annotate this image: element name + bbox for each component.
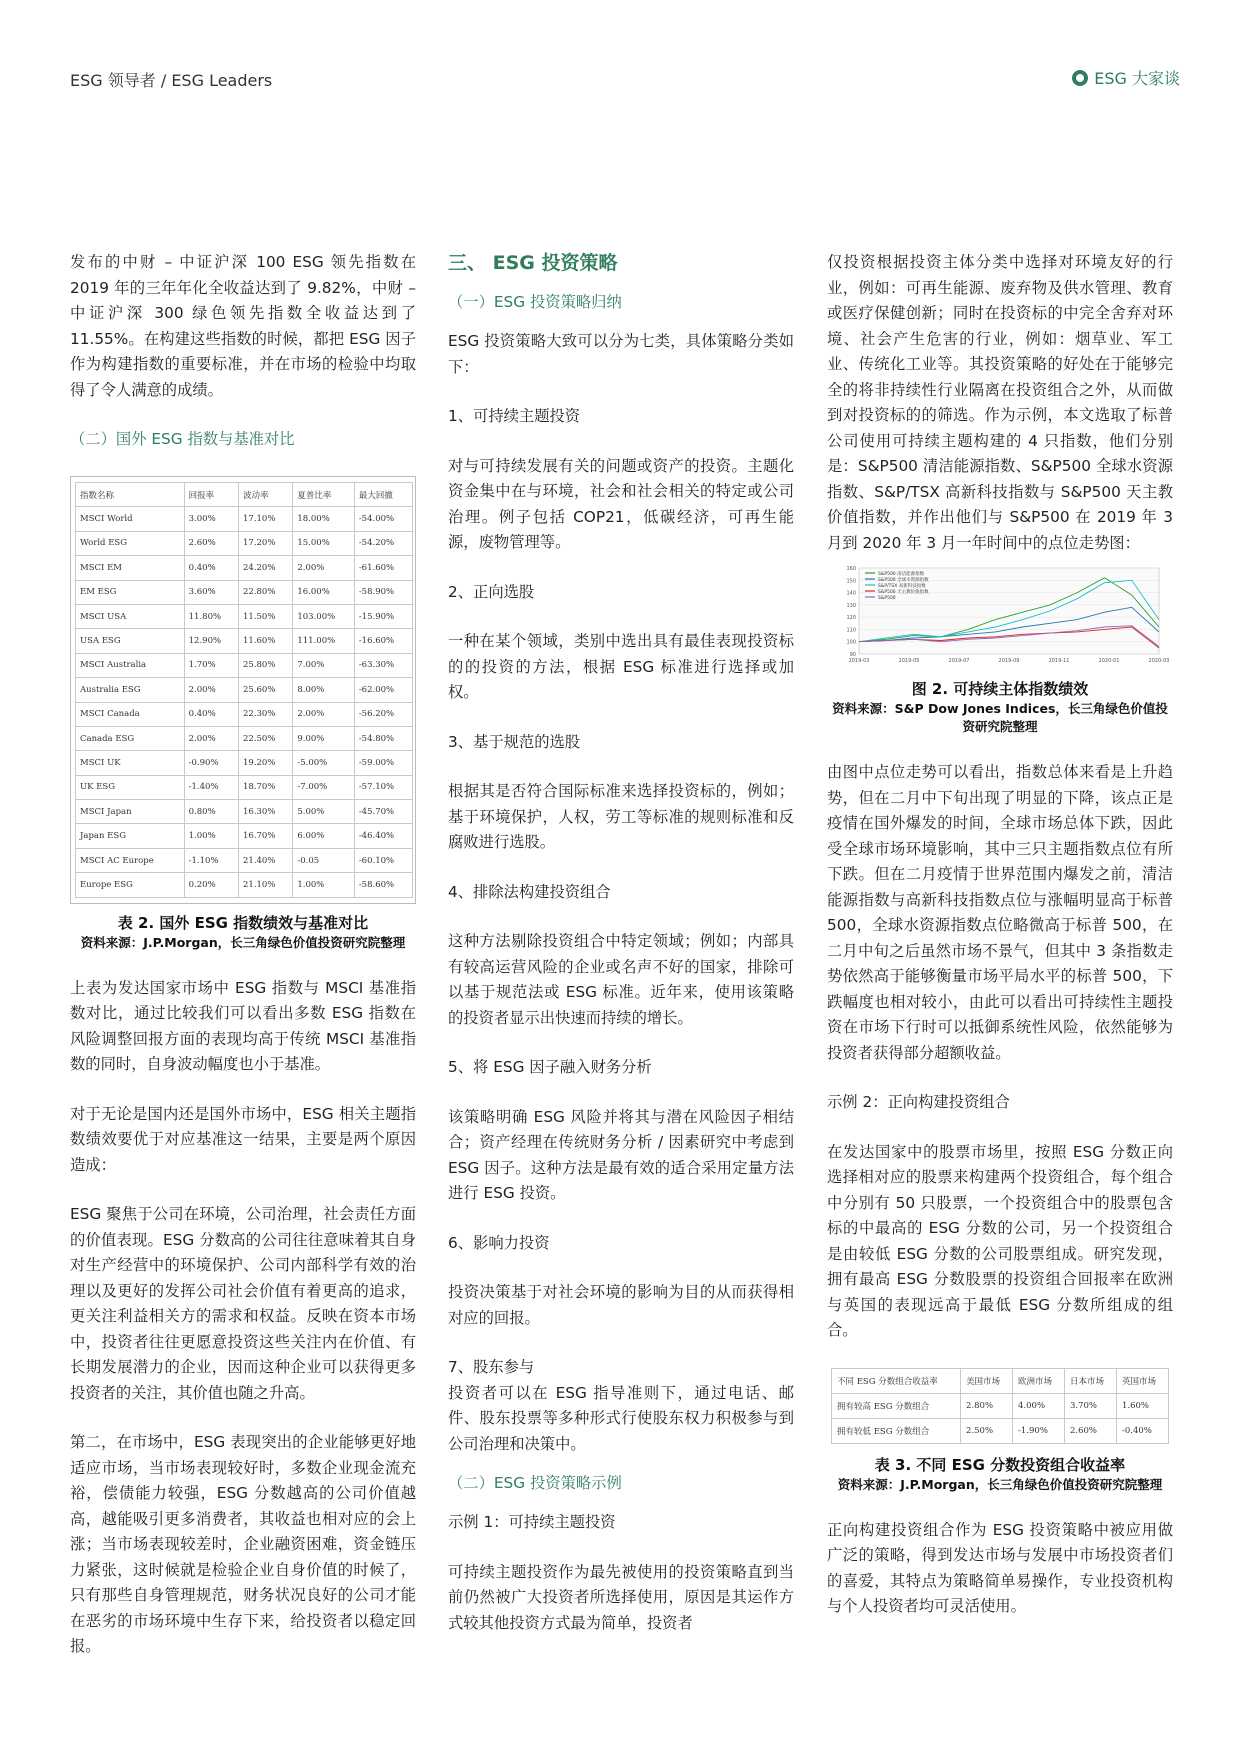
- paragraph: 正向构建投资组合作为 ESG 投资策略中被应用做广泛的策略，得到发达市场与发展中市场投资者们的喜爱，其特点为策略简单易操作，专业投资机构与个人投资者均可灵活使用。: [827, 1520, 1173, 1615]
- table-row: [76, 800, 413, 824]
- brand-logo-icon: [1072, 70, 1088, 86]
- table-cell: 2.50%: [961, 1418, 1013, 1443]
- index-trend-chart: [831, 562, 1169, 672]
- table-cell: 22.50%: [239, 726, 293, 750]
- table-cell: -54.20%: [354, 531, 412, 555]
- table-row: [76, 873, 413, 897]
- paragraph: 由图中点位走势可以看出，指数总体来看是上升趋势，但在二月中下旬出现了明显的下降，该点正是疫情在国外爆发的时间，全球市场总体下跌，因此受全球市场环境影响，其中三只主题指数点位有所下跌。但在二月疫情于世界范围内爆发之前，清洁能源指数与高新科技指数点位与涨幅明显高于标普 500，全球水资源指数点位略微高于标普 500，在二月中旬之后虽然市场不景气，但其中 3 条指数走势依然高于能够衡量市场平局水平的标普 500，下跌幅度也相对较小，由此可以看出可持续性主题投资在市场下行时可以抵御系统性风险，依然能够为投资者获得部分超额收益。: [827, 763, 1173, 1062]
- table-cell: 1.70%: [184, 653, 238, 677]
- column-2: [448, 250, 794, 1636]
- table-header-cell: 美国市场: [961, 1368, 1013, 1393]
- chart-svg: [831, 562, 1169, 672]
- table-caption: 表 2. 国外 ESG 指数绩效与基准对比: [117, 913, 369, 932]
- x-tick-label: 2019-07: [948, 658, 970, 664]
- table-row: [76, 556, 413, 580]
- x-tick-label: 2019-09: [998, 658, 1020, 664]
- table-cell: -1.40%: [184, 775, 238, 799]
- table-cell: MSCI AC Europe: [76, 848, 185, 872]
- table-row: [76, 531, 413, 555]
- chapter-heading: 三、 ESG 投资策略: [448, 252, 618, 274]
- table-row: [76, 653, 413, 677]
- x-tick-label: 2020-01: [1098, 658, 1120, 664]
- table-row: [76, 848, 413, 872]
- section-heading: （二）国外 ESG 指数与基准对比: [70, 430, 295, 448]
- table-cell: -54.80%: [354, 726, 412, 750]
- y-tick-label: 110: [846, 627, 856, 634]
- table-row: [76, 604, 413, 628]
- paragraph: 仅投资根据投资主体分类中选择对环境友好的行业，例如：可再生能源、废弃物及供水管理、教育或医疗保健创新；同时在投资标的中完全舍弃对环境、社会产生危害的行业，例如：烟草业、军工业、传统化工业等。其投资策略的好处在于能够完全的将非持续性行业隔离在投资组合之外，从而做到对投资标的的筛选。作为示例，本文选取了标普公司使用可持续主题构建的 4 只指数，他们分别是：S&P500 清洁能源指数、S&P500 全球水资源指数、S&P/TSX 高新科技指数与 S&P500 天主教价值指数，并作出他们与 S&P500 在 2019 年 3 月到 2020 年 3 月一年时间中的点位走势图：: [827, 253, 1173, 552]
- y-tick-label: 90: [849, 652, 856, 658]
- table-header-cell: 最大回撤: [354, 483, 412, 507]
- table-cell: 1.00%: [293, 873, 354, 897]
- table-cell: -1.90%: [1013, 1418, 1065, 1443]
- table-cell: 2.00%: [184, 726, 238, 750]
- table-cell: -45.70%: [354, 800, 412, 824]
- table-row: [76, 702, 413, 726]
- table-cell: Europe ESG: [76, 873, 185, 897]
- table-cell: 2.60%: [1065, 1418, 1117, 1443]
- table-row: [76, 678, 413, 702]
- table-source: 资料来源：J.P.Morgan，长三角绿色价值投资研究院整理: [80, 934, 406, 950]
- table-cell: 0.40%: [184, 702, 238, 726]
- table-cell: 3.60%: [184, 580, 238, 604]
- table-cell: 16.70%: [239, 824, 293, 848]
- portfolio-return-table: [831, 1368, 1169, 1444]
- table-cell: -15.90%: [354, 604, 412, 628]
- table-cell: 22.30%: [239, 702, 293, 726]
- table-cell: World ESG: [76, 531, 185, 555]
- table-header-cell: 不同 ESG 分数组合收益率: [832, 1368, 961, 1393]
- table-cell: 2.80%: [961, 1393, 1013, 1418]
- table-cell: MSCI Japan: [76, 800, 185, 824]
- x-tick-label: 2019-03: [848, 658, 870, 664]
- table-header-cell: 波动率: [239, 483, 293, 507]
- table-cell: 16.00%: [293, 580, 354, 604]
- table-row: [76, 507, 413, 531]
- table-cell: 103.00%: [293, 604, 354, 628]
- table-2-frame: [70, 476, 416, 904]
- table-cell: 7.00%: [293, 653, 354, 677]
- table-header-row: [832, 1368, 1169, 1393]
- table-cell: 17.20%: [239, 531, 293, 555]
- table-cell: -63.30%: [354, 653, 412, 677]
- paragraph: ESG 聚焦于公司在环境，公司治理，社会责任方面的价值表现。ESG 分数高的公司往往意味着其自身对生产经营中的环境保护、公司内部科学有效的治理以及更好的发挥公司社会价值有着更高的追求，更关注利益相关方的需求和权益。反映在资本市场中，投资者往往更愿意投资这些关注内在价值、有长期发展潜力的企业，因而这种企业可以获得更多投资者的关注，其价值也随之升高。: [70, 1205, 416, 1402]
- table-cell: 1.00%: [184, 824, 238, 848]
- table-cell: 2.00%: [293, 702, 354, 726]
- paragraph: 根据其是否符合国际标准来选择投资标的，例如；基于环境保护，人权，劳工等标准的规则标准和反腐败进行选股。: [448, 782, 794, 851]
- column-3: [827, 250, 1173, 1620]
- table-cell: 拥有较高 ESG 分数组合: [832, 1393, 961, 1418]
- table-cell: MSCI UK: [76, 751, 185, 775]
- table-cell: 17.10%: [239, 507, 293, 531]
- table-cell: 111.00%: [293, 629, 354, 653]
- table-header-cell: 欧洲市场: [1013, 1368, 1065, 1393]
- x-tick-label: 2019-11: [1048, 658, 1070, 664]
- table-header-cell: 回报率: [184, 483, 238, 507]
- table-cell: -7.00%: [293, 775, 354, 799]
- table-cell: USA ESG: [76, 629, 185, 653]
- table-row: [76, 775, 413, 799]
- paragraph: 投资者可以在 ESG 指导准则下，通过电话、邮件、股东投票等多种形式行使股东权力积极参与到公司治理和决策中。: [448, 1383, 794, 1453]
- table-cell: -46.40%: [354, 824, 412, 848]
- table-cell: -1.10%: [184, 848, 238, 872]
- table-cell: 12.90%: [184, 629, 238, 653]
- table-cell: 16.30%: [239, 800, 293, 824]
- table-cell: 0.20%: [184, 873, 238, 897]
- strategy-title: 3、基于规范的选股: [448, 732, 581, 751]
- strategy-title: 4、排除法构建投资组合: [448, 882, 611, 901]
- table-cell: -58.90%: [354, 580, 412, 604]
- table-cell: -5.00%: [293, 751, 354, 775]
- table-cell: -0.05: [293, 848, 354, 872]
- legend-label: S&P500: [878, 595, 896, 601]
- table-cell: 0.40%: [184, 556, 238, 580]
- legend-label: S&P500 天主教价值指数: [878, 589, 929, 595]
- table-row: [76, 726, 413, 750]
- paragraph: 一种在某个领域，类别中选出具有最佳表现投资标的的投资的方法，根据 ESG 标准进行选择或加权。: [448, 632, 794, 701]
- table-cell: 3.00%: [184, 507, 238, 531]
- table-source: 资料来源：J.P.Morgan，长三角绿色价值投资研究院整理: [837, 1476, 1163, 1492]
- example-title: 示例 2：正向构建投资组合: [827, 1093, 1010, 1111]
- legend-label: S&P500 清洁能源指数: [878, 571, 925, 577]
- table-cell: 2.00%: [293, 556, 354, 580]
- figure-source: 资料来源：S&P Dow Jones Indices，长三角绿色价值投资研究院整理: [832, 701, 1168, 734]
- table-cell: 0.80%: [184, 800, 238, 824]
- paragraph: 上表为发达国家市场中 ESG 指数与 MSCI 基准指数对比，通过比较我们可以看出多数 ESG 指数在风险调整回报方面的表现均高于传统 MSCI 基准指数的同时，自身波动幅度也小于基准。: [70, 978, 416, 1074]
- table-cell: -16.60%: [354, 629, 412, 653]
- paragraph: 投资决策基于对社会环境的影响为目的从而获得相对应的回报。: [448, 1283, 794, 1327]
- example-title: 示例 1：可持续主题投资: [448, 1513, 616, 1531]
- table-row: [76, 580, 413, 604]
- column-1: [70, 250, 416, 1660]
- table-cell: -0.90%: [184, 751, 238, 775]
- table-cell: -57.10%: [354, 775, 412, 799]
- table-cell: -0.40%: [1116, 1418, 1168, 1443]
- table-cell: 9.00%: [293, 726, 354, 750]
- figure-caption: 图 2. 可持续主体指数绩效: [911, 680, 1089, 698]
- x-tick-label: 2019-05: [898, 658, 920, 664]
- table-cell: Canada ESG: [76, 726, 185, 750]
- table-header-cell: 指数名称: [76, 483, 185, 507]
- paragraph: 在发达国家中的股票市场里，按照 ESG 分数正向选择相对应的股票来构建两个投资组合，每个组合中分别有 50 只股票，一个投资组合中的股票包含标的中最高的 ESG 分数的公司，另一个投资组合是由较低 ESG 分数的公司股票组成。研究发现，拥有最高 ESG 分数股票的投资组合回报率在欧洲与英国的表现远高于最低 ESG 分数所组成的组合。: [827, 1142, 1173, 1339]
- table-cell: -59.00%: [354, 751, 412, 775]
- legend-label: S&P500 全球水资源指数: [878, 577, 929, 583]
- strategy-title: 1、可持续主题投资: [448, 407, 581, 425]
- paragraph: 该策略明确 ESG 风险并将其与潜在风险因子相结合；资产经理在传统财务分析 / 因素研究中考虑到 ESG 因子。这种方法是最有效的适合采用定量方法进行 ESG 投资。: [448, 1107, 794, 1202]
- y-tick-label: 120: [846, 615, 856, 622]
- table-cell: 拥有较低 ESG 分数组合: [832, 1418, 961, 1443]
- table-row: [76, 629, 413, 653]
- y-tick-label: 100: [846, 639, 856, 646]
- table-header-row: [76, 483, 413, 507]
- brand-header: [1072, 66, 1180, 89]
- table-cell: MSCI Canada: [76, 702, 185, 726]
- strategy-title: 7、股东参与: [448, 1358, 535, 1376]
- table-cell: MSCI EM: [76, 556, 185, 580]
- strategy-title: 5、将 ESG 因子融入财务分析: [448, 1058, 652, 1076]
- table-cell: 1.60%: [1116, 1393, 1168, 1418]
- table-cell: 15.00%: [293, 531, 354, 555]
- y-tick-label: 140: [846, 590, 856, 597]
- table-caption: 表 3. 不同 ESG 分数投资组合收益率: [874, 1455, 1126, 1474]
- table-cell: 25.80%: [239, 653, 293, 677]
- table-cell: Japan ESG: [76, 824, 185, 848]
- table-cell: 18.00%: [293, 507, 354, 531]
- table-cell: 2.00%: [184, 678, 238, 702]
- table-row: [76, 751, 413, 775]
- table-cell: 3.70%: [1065, 1393, 1117, 1418]
- table-cell: 19.20%: [239, 751, 293, 775]
- table-row: [832, 1393, 1169, 1418]
- table-cell: -56.20%: [354, 702, 412, 726]
- y-tick-label: 130: [846, 602, 856, 609]
- paragraph: 这种方法剔除投资组合中特定领域；例如；内部具有较高运营风险的企业或名声不好的国家，排除可以基于规范法或 ESG 标准。近年来，使用该策略的投资者显示出快速而持续的增长。: [448, 932, 794, 1027]
- table-cell: 11.50%: [239, 604, 293, 628]
- table-header-cell: 夏普比率: [293, 483, 354, 507]
- table-cell: 22.80%: [239, 580, 293, 604]
- table-cell: 21.40%: [239, 848, 293, 872]
- table-cell: 5.00%: [293, 800, 354, 824]
- table-header-cell: 日本市场: [1065, 1368, 1117, 1393]
- paragraph: ESG 投资策略大致可以分为七类，具体策略分类如下：: [448, 332, 794, 376]
- section-heading: （二）ESG 投资策略示例: [448, 1474, 622, 1492]
- table-cell: UK ESG: [76, 775, 185, 799]
- table-cell: 21.10%: [239, 873, 293, 897]
- paragraph: 对于无论是国内还是国外市场中，ESG 相关主题指数绩效要优于对应基准这一结果，主要是两个原因造成：: [70, 1104, 416, 1174]
- table-cell: 25.60%: [239, 678, 293, 702]
- strategy-title: 6、影响力投资: [448, 1233, 550, 1252]
- paragraph: 对与可持续发展有关的问题或资产的投资。主题化资金集中在与环境，社会和社会相关的特定或公司治理。例子包括 COP21，低碳经济，可再生能源，废物管理等。: [448, 456, 794, 551]
- table-cell: MSCI USA: [76, 604, 185, 628]
- table-cell: -58.60%: [354, 873, 412, 897]
- table-cell: -54.00%: [354, 507, 412, 531]
- brand-name: ESG 大家谈: [1094, 69, 1180, 88]
- table-header-cell: 英国市场: [1116, 1368, 1168, 1393]
- section-heading: （一）ESG 投资策略归纳: [448, 293, 622, 311]
- table-cell: EM ESG: [76, 580, 185, 604]
- table-row: [832, 1418, 1169, 1443]
- table-cell: 18.70%: [239, 775, 293, 799]
- y-tick-label: 150: [846, 578, 856, 585]
- table-row: [76, 824, 413, 848]
- table-cell: Australia ESG: [76, 678, 185, 702]
- table-cell: -60.10%: [354, 848, 412, 872]
- table-cell: 4.00%: [1013, 1393, 1065, 1418]
- table-cell: 11.80%: [184, 604, 238, 628]
- table-cell: -62.00%: [354, 678, 412, 702]
- table-cell: 11.60%: [239, 629, 293, 653]
- legend-label: S&P/TSX 高新科技指数: [878, 583, 926, 589]
- table-cell: 8.00%: [293, 678, 354, 702]
- table-cell: 6.00%: [293, 824, 354, 848]
- table-cell: MSCI World: [76, 507, 185, 531]
- strategy-title: 2、正向选股: [448, 582, 535, 601]
- x-tick-label: 2020-03: [1148, 658, 1169, 664]
- paragraph: 第二，在市场中，ESG 表现突出的企业能够更好地适应市场，当市场表现较好时，多数企业现金流充裕，偿债能力较强，ESG 分数越高的公司价值越高，越能吸引更多消费者，其收益也相对应的会上涨；当市场表现较差时，企业融资困难，资金链压力紧张，这时候就是检验企业自身价值的时候了，只有那些自身管理规范，财务状况良好的公司才能在恶劣的市场环境中生存下来，给投资者以稳定回报。: [70, 1433, 416, 1656]
- running-header: ESG 领导者 / ESG Leaders: [70, 71, 273, 90]
- index-performance-table: [75, 482, 413, 898]
- table-cell: MSCI Australia: [76, 653, 185, 677]
- paragraph: 可持续主题投资作为最先被使用的投资策略直到当前仍然被广大投资者所选择使用，原因是其运作方式较其他投资方式最为简单，投资者: [448, 1562, 794, 1632]
- paragraph: 发布的中财 – 中证沪深 100 ESG 领先指数在 2019 年的三年年化全收益达到了 9.82%，中财 – 中证沪深 300 绿色领先指数全收益达到了 11.55%。在构建这些指数的时候，都把 ESG 因子作为构建指数的重要标准，并在市场的检验中均取得了令人满意的成绩。: [70, 253, 416, 399]
- table-cell: -61.60%: [354, 556, 412, 580]
- y-tick-label: 160: [846, 566, 856, 572]
- table-cell: 24.20%: [239, 556, 293, 580]
- table-cell: 2.60%: [184, 531, 238, 555]
